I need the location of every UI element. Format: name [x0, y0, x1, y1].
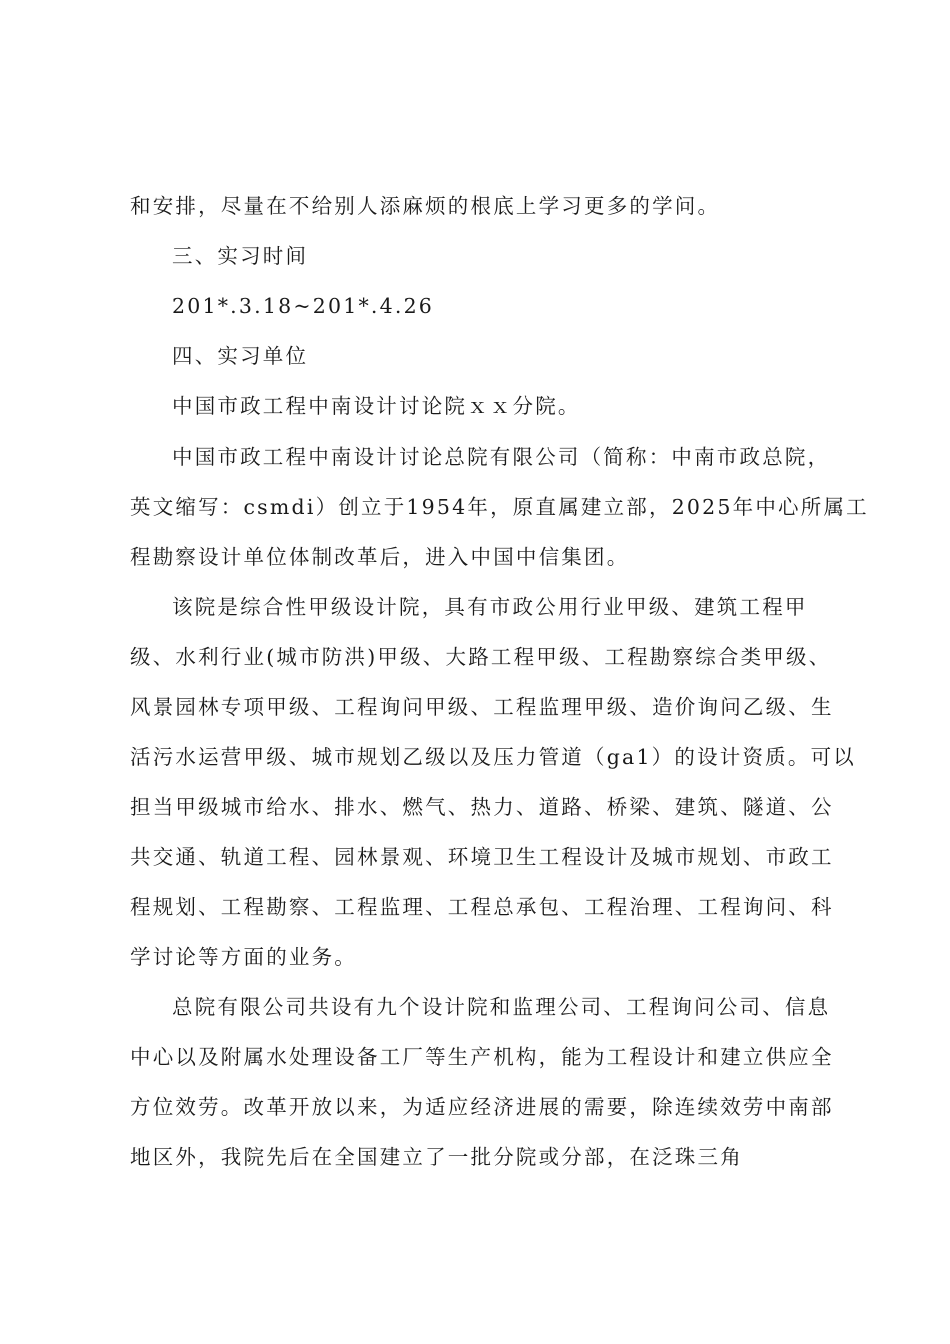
- paragraph-line: 地区外，我院先后在全国建立了一批分院或分部，在泛珠三角: [130, 1145, 743, 1169]
- paragraph-line: 程规划、工程勘察、工程监理、工程总承包、工程治理、工程询问、科: [130, 895, 834, 919]
- paragraph-line: 学讨论等方面的业务。: [130, 945, 357, 969]
- paragraph-line: 级、水利行业(城市防洪)甲级、大路工程甲级、工程勘察综合类甲级、: [130, 645, 832, 669]
- paragraph-line: 程勘察设计单位体制改革后，进入中国中信集团。: [130, 545, 630, 569]
- paragraph-line: 担当甲级城市给水、排水、燃气、热力、道路、桥梁、建筑、隧道、公: [130, 795, 834, 819]
- paragraph-line: 中心以及附属水处理设备工厂等生产机构，能为工程设计和建立供应全: [130, 1045, 834, 1069]
- section-heading: 三、实习时间: [172, 244, 309, 268]
- paragraph-line: 活污水运营甲级、城市规划乙级以及压力管道（ga1）的设计资质。可以: [130, 745, 856, 769]
- paragraph-line: 中国市政工程中南设计讨论总院有限公司（简称：中南市政总院，: [172, 445, 831, 469]
- date-range: 201*.3.18~201*.4.26: [172, 294, 435, 318]
- paragraph-line: 方位效劳。改革开放以来，为适应经济进展的需要，除连续效劳中南部: [130, 1095, 834, 1119]
- paragraph-line: 该院是综合性甲级设计院，具有市政公用行业甲级、建筑工程甲: [172, 595, 808, 619]
- paragraph-line: 共交通、轨道工程、园林景观、环境卫生工程设计及城市规划、市政工: [130, 845, 834, 869]
- paragraph-line: 中国市政工程中南设计讨论院ｘｘ分院。: [172, 394, 581, 418]
- paragraph-line: 和安排，尽量在不给别人添麻烦的根底上学习更多的学问。: [130, 194, 721, 218]
- paragraph-line: 总院有限公司共设有九个设计院和监理公司、工程询问公司、信息: [172, 995, 831, 1019]
- paragraph-line: 英文缩写：csmdi）创立于1954年，原直属建立部，2025年中心所属工: [130, 495, 869, 519]
- section-heading: 四、实习单位: [172, 344, 309, 368]
- paragraph-line: 风景园林专项甲级、工程询问甲级、工程监理甲级、造价询问乙级、生: [130, 695, 834, 719]
